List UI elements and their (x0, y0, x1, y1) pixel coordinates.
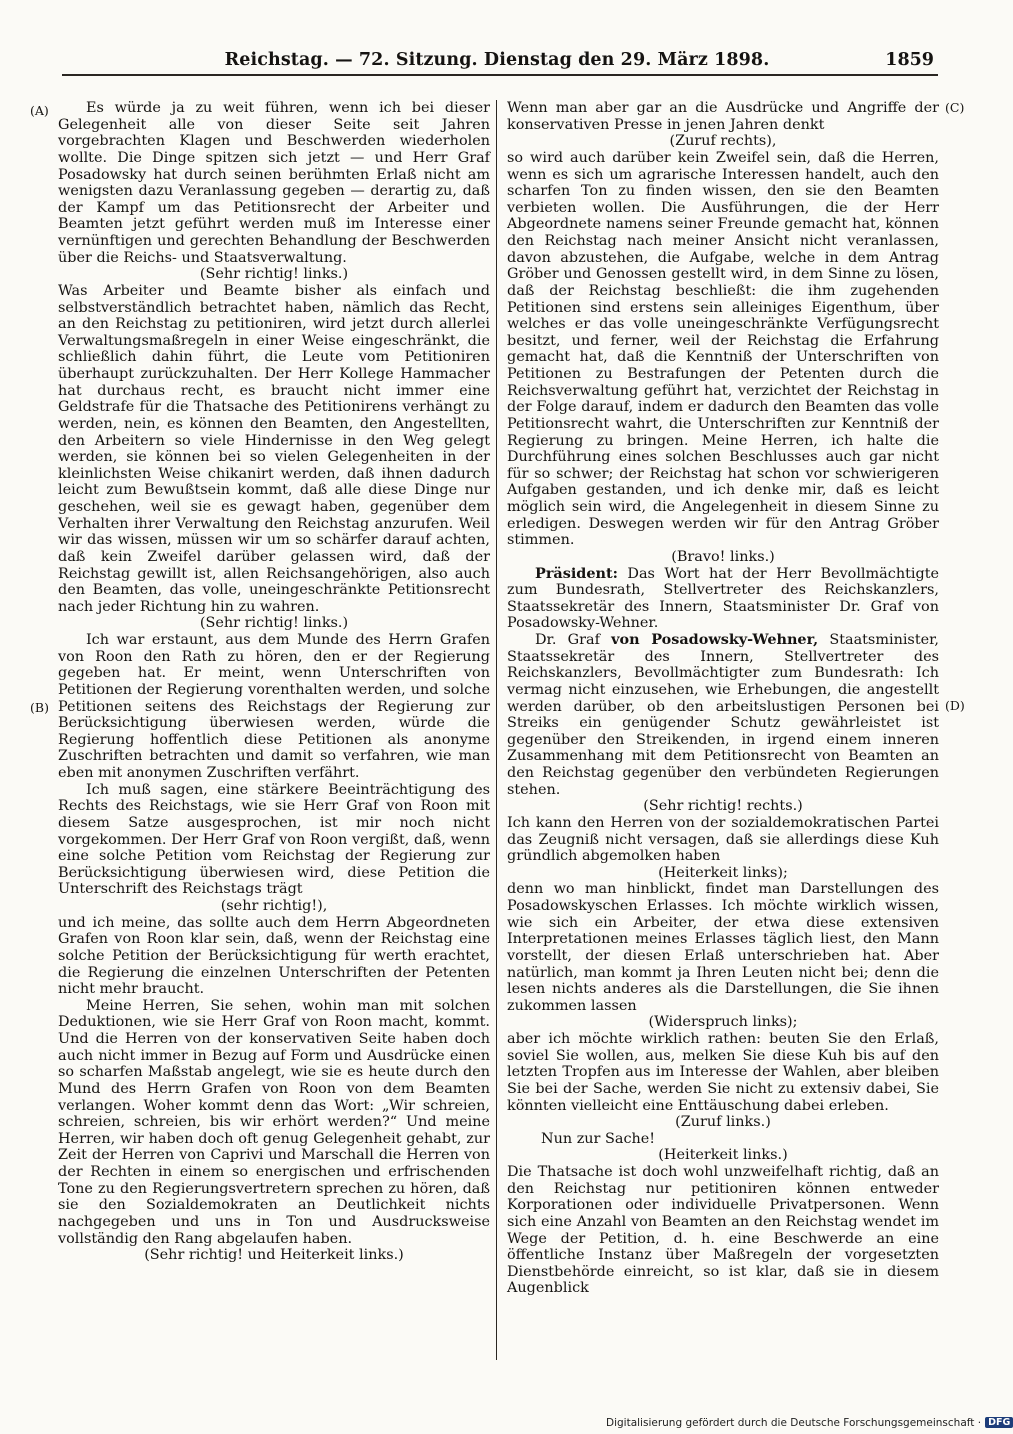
interjection: (Zuruf rechts), (669, 133, 777, 150)
paragraph: aber ich möchte wirklich rathen: beuten Sie den Erlaß, soviel Sie wollen, aus, melken Sie diese Kuh bis auf den letzten Tropfen aus im Interesse der Wahlen, aber bleiben Sie bei der Sache, werden Sie nicht zu extensiv dabei, Sie könnten vielleicht eine Enttäuschung dabei erleben. (507, 1031, 939, 1114)
right-column (507, 100, 939, 1297)
speaker-name: von Posadowsky-Wehner, (611, 631, 819, 648)
page-header (56, 46, 938, 76)
interjection: (Bravo! links.) (671, 548, 775, 565)
margin-marker-b: (B) (30, 700, 49, 715)
paragraph: denn wo man hinblickt, findet man Darstellungen des Posadowskyschen Erlasses. Ich möchte wirklich wissen, wie sich ein Arbeiter, der etwa diese extensiven Interpretationen meines Erlasses täglich liest, den Mann vorstellt, der diesen Erlaß unterschrieben hat. Aber natürlich, man kommt ja Ihren Leuten nicht bei; denn die lesen nichts anderes als die Darstellungen, die Sie ihnen zukommen lassen (507, 881, 939, 1014)
paragraph: Wenn man aber gar an die Ausdrücke und Angriffe der konservativen Presse in jenen Jahren denkt (507, 100, 939, 133)
paragraph: Es würde ja zu weit führen, wenn ich bei dieser Gelegenheit alle von dieser Seite seit Jahren vorgebrachten Klagen und Beschwerden wiederholen wollte. Die Dinge spitzen sich jetzt — und Herr Graf Posadowsky hat durch seinen berühmten Erlaß nicht am wenigsten dazu Veranlassung gegeben — derartig zu, daß der Kampf um das Petitionsrecht der Arbeiter und Beamten jetzt geführt werden muß im Interesse einer vernünftigen und gerechten Behandlung der Beschwerden über die Reichs- und Staatsverwaltung. (58, 100, 490, 266)
speaker-paragraph (507, 566, 939, 633)
dfg-logo: DFG (985, 1417, 1013, 1428)
interjection: (Sehr richtig! und Heiterkeit links.) (144, 1247, 404, 1264)
margin-marker-c: (C) (945, 100, 965, 115)
paragraph: Die Thatsache ist doch wohl unzweifelhaft richtig, daß an den Reichstag nur petitioniren können entweder Korporationen oder individuelle Privatpersonen. Wenn sich eine Anzahl von Beamten an den Reichstag wendet im Wege der Petition, d. h. eine Beschwerde an eine öffentliche Instanz über Maßregeln der vorgesetzten Dienstbehörde einreicht, so ist klar, daß sie in diesem Augenblick (507, 1164, 939, 1297)
column-divider (496, 100, 497, 1360)
paragraph: Ich muß sagen, eine stärkere Beeinträchtigung des Rechts des Reichstags, wie sie Herr Graf von Roon mit diesem Satze ausgesprochen, ist mir noch nicht vorgekommen. Der Herr Graf von Roon vergißt, daß, wenn eine solche Petition vom Reichstag der Regierung zur Berücksichtigung überwiesen wird, diese Petition die Unterschrift des Reichstags trägt (58, 781, 490, 898)
interjection: (Widerspruch links); (648, 1014, 798, 1031)
paragraph: Nun zur Sache! (541, 1130, 656, 1147)
header-rule (62, 74, 938, 76)
digitization-footer (606, 1417, 1013, 1429)
margin-marker-d: (D) (945, 698, 965, 713)
interjection: (Zuruf links.) (675, 1114, 771, 1131)
header-title: Reichstag. — 72. Sitzung. Dienstag den 29. März 1898. (224, 50, 770, 70)
interjection: (Sehr richtig! rechts.) (643, 798, 803, 815)
interjection: (Sehr richtig! links.) (199, 615, 349, 632)
paragraph: und ich meine, das sollte auch dem Herrn Abgeordneten Grafen von Roon klar sein, daß, wenn der Reichstag eine solche Petition der Berücksichtigung für werth erachtet, die Regierung die einzelnen Unterschriften der Petenten nicht mehr braucht. (58, 914, 490, 998)
left-column (58, 100, 490, 1264)
interjection: (Heiterkeit links); (658, 864, 788, 881)
speaker-text: Das Wort hat der Herr Bevollmächtigte zum Bundesrath, Stellvertreter des Reichskanzlers, Staatssekretär des Innern, Staatsminister Dr. Graf von Posadowsky-Wehner. (507, 565, 939, 632)
page-number: 1859 (885, 50, 934, 70)
paragraph: Meine Herren, Sie sehen, wohin man mit solchen Deduktionen, wie sie Herr Graf von Roon macht, kommt. Und die Herren von der konservativen Seite haben doch auch nicht immer in Bezug auf Form und Ausdrücke einen so scharfen Maßstab angelegt, wie sie es heute durch den Mund des Herrn Grafen von Roon von dem Beamten verlangen. Woher kommt denn das Wort: „Wir schreien, schreien, schreien, bis wir erhört werden?“ Und meine Herren, wir haben doch oft genug Gelegenheit gehabt, zur Zeit der Herren von Caprivi und Marschall die Herren von der Rechten in einem so energischen und erfrischenden Tone zu den Regierungsvertretern sprechen zu hören, daß sie den Sozialdemokraten an Deutlichkeit nichts nachgegeben und uns in Ton und Ausdrucksweise vollständig den Rang abgelaufen haben. (58, 997, 490, 1247)
speaker-name: Präsident: (535, 564, 618, 582)
paragraph: so wird auch darüber kein Zweifel sein, daß die Herren, wenn es sich um agrarische Interessen handelt, auch den scharfen Ton zu finden wissen, den sie den Beamten verbieten wollen. Die Ausführungen, die der Herr Abgeordnete namens seiner Freunde gemacht hat, können den Reichstag nach meiner Ansicht nicht veranlassen, davon abzustehen, die Aufgabe, welche in dem Antrag Gröber und Genossen gestellt wird, in dem Sinne zu lösen, daß der Reichstag beschließt: die ihm zugehenden Petitionen sind erstens sein alleiniges Eigenthum, über welches er das volle uneingeschränkte Verfügungsrecht besitzt, und ferner, weil der Reichstag die Erfahrung gemacht hat, daß die Kenntniß der Unterschriften von Petitionen zu Bestrafungen der Petenten durch die Reichsverwaltung geführt hat, verzichtet der Reichstag in der Folge darauf, indem er dadurch den Beamten das volle Petitionsrecht wahrt, die Unterschriften zur Kenntniß der Regierung zu bringen. Meine Herren, ich halte die Durchführung eines solchen Beschlusses auch gar nicht für so schwer; der Reichstag hat schon vor schwierigeren Aufgaben gestanden, und ich denke mir, daß es leicht möglich sein wird, die Angelegenheit in diesem Sinne zu erledigen. Deswegen werden wir für den Antrag Gröber stimmen. (507, 149, 939, 549)
interjection: (Sehr richtig! links.) (199, 266, 349, 283)
speaker-paragraph (507, 632, 939, 798)
paragraph: Was Arbeiter und Beamte bisher als einfach und selbstverständlich betrachtet haben, nämlich das Recht, an den Reichstag zu petitioniren, wird jetzt durch allerlei Verwaltungsmaßregeln in einer Weise eingeschränkt, die schließlich dahin führt, die Leute vom Petitioniren überhaupt zurückzuhalten. Der Herr Kollege Hammacher hat durchaus recht, es braucht nicht immer eine Geldstrafe für die Thatsache des Petitionirens verhängt zu werden, nein, es können den Beamten, den Angestellten, den Arbeitern so viele Hindernisse in den Weg gelegt werden, sie können bei so vielen Gelegenheiten in der kleinlichsten Weise chikanirt werden, daß ihnen dadurch leicht zum Bewußtsein kommt, daß alle diese Dinge nur geschehen, weil sie es gewagt haben, gegenüber dem Verhalten ihrer Verwaltung den Reichstag anzurufen. Weil wir das wissen, müssen wir um so schärfer darauf achten, daß kein Zweifel darüber gelassen wird, daß der Reichstag gewillt ist, allen Reichsangehörigen, also auch den Beamten, das volle, uneingeschränkte Petitionsrecht nach jeder Richtung hin zu wahren. (58, 282, 490, 615)
paragraph: Ich war erstaunt, aus dem Munde des Herrn Grafen von Roon den Rath zu hören, den er der Regierung gegeben hat. Er meint, wenn Unterschriften von Petitionen der Regierung vorenthalten werden, und solche Petitionen seitens des Reichstags der Regierung zur Berücksichtigung überwiesen werden, würde die Regierung hoffentlich diese Petitionen als anonyme Zuschriften betrachten und damit so verfahren, wie man eben mit anonymen Zuschriften verfährt. (58, 632, 490, 781)
interjection: (Heiterkeit links.) (658, 1147, 788, 1164)
speaker-text: Staatsminister, Staatssekretär des Innern, Stellvertreter des Reichskanzlers, Bevollmächtigter zum Bundesrath: Ich vermag nicht einzusehen, wie Erhebungen, die angestellt werden darüber, ob den arbeitslustigen Personen bei Streiks ein genügender Schutz gewährleistet ist gegenüber den Streikenden, in irgend einem inneren Zusammenhang mit dem Petitionsrecht von Beamten an den Reichstag gegenüber den verbündeten Regierungen stehen. (507, 632, 939, 798)
paragraph: Ich kann den Herren von der sozialdemokratischen Partei das Zeugniß nicht versagen, daß sie allerdings diese Kuh gründlich abgemolken haben (507, 814, 939, 865)
speaker-prefix: Dr. Graf (535, 632, 612, 648)
footer-text: Digitalisierung gefördert durch die Deutsche Forschungsgemeinschaft · (606, 1417, 982, 1429)
interjection: (sehr richtig!), (220, 898, 328, 914)
margin-marker-a: (A) (30, 103, 49, 118)
